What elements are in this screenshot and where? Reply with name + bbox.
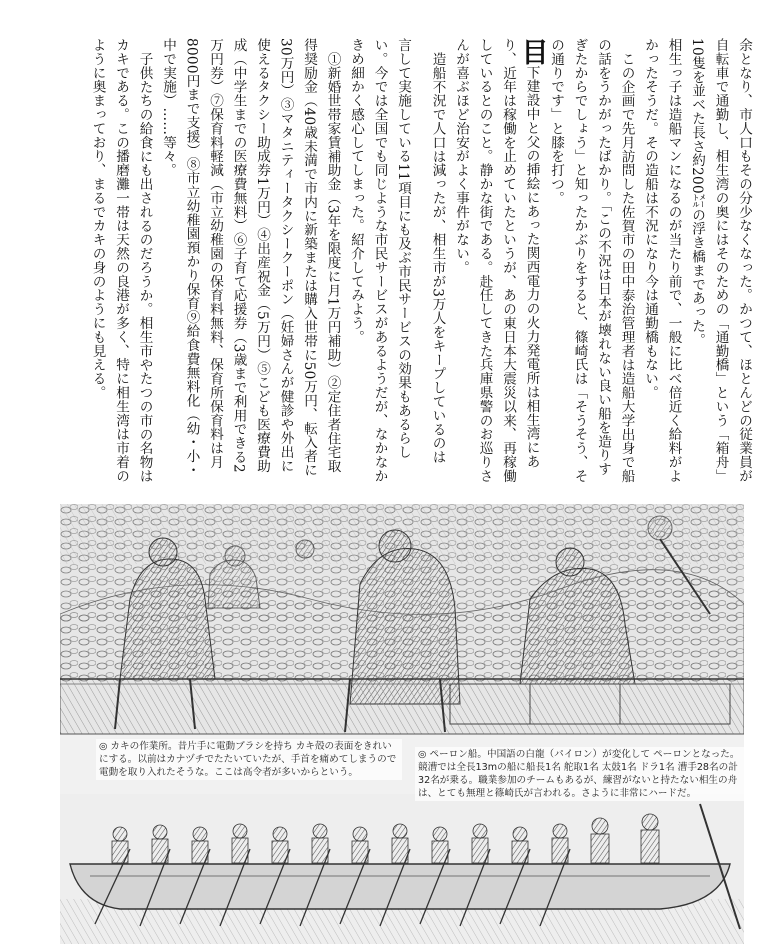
paragraph: 余となり、市人口もその分少なくなった。かつて、ほとんどの従業員が自転車で通勤し、相生湾の奥にはそのための「通勤橋」という「箱舟」10隻を並べた長さ約200㍍の浮き橋まであった。 [689, 38, 752, 483]
paragraph: この企画で先月訪問した佐賀市の田中泰治管理者は造船大学出身で船の話をうかがったばかり。「この不況は日本が壊れない良い船を造りすぎたからでしょう」と知ったかぶりをすると、篠崎氏は「そうそう、その通りです」と膝を打つ。 [548, 38, 635, 483]
illustration-caption-peron: ◎ ペーロン船。中国語の白龍（パイロン）が変化して ペーロンとなった。競漕では全長13mの船に船長1名 舵取1名 太鼓1名 ドラ1名 漕手28名の計32名が乗る。職業参加のチームもあるが、練習がないと持たない相生の舟は、とても無理と篠崎氏が言われる。さように非常にハードだ。 [415, 747, 746, 801]
illustration-caption-oyster: ◎ カキの作業所。昔片手に電動ブラシを持ち カキ殻の表面をきれいにする。以前はカナヅチでたたいていたが、手首を痛めてしまうので電動を取り入れたそうな。ここは高令者が多いからという。 [96, 739, 402, 780]
article-right-block [430, 38, 755, 484]
paragraph: 造船不況で人口は減ったが、相生市が3万人をキープしているのは [430, 51, 446, 464]
dropcap: 目 [516, 38, 548, 66]
paragraph-text: 下建設中と父の挿絵にあった関西電力の火力発電所は相生湾にあり、近年は稼働を止めていたというが、あの東日本大震災以来、再稼働しているとのこと。静かな街である。赴任してきた兵庫県警のお巡りさんが喜ぶほど治安がよく事件がない。 [453, 38, 540, 483]
paragraph: 相生っ子は造船マンになるのが当たり前で、一般に比べ倍近く給料がよかったそうだ。その造船は不況になり今は通勤橋もない。 [642, 38, 682, 483]
article-left-block [62, 38, 414, 484]
peron-boat-scene [60, 794, 744, 944]
paragraph: 子供たちの給食にも出されるのだろうか。相生市やたつの市の名物はカキである。この播磨灘一帯は天然の良港が多く、特に相生湾は市着のように奥まっており、まるでカキの身のようにも見える。 [89, 38, 153, 483]
paragraph: 言して実施している11項目にも及ぶ市民サービスの効果もあるらしい。今では全国でも同じような市民サービスがあるようだが、なかなかきめ細かく感心してしまった。紹介してみよう。 [348, 38, 411, 483]
paragraph: ①新婚世帯家賃補助金（3年を限度に月1万円補助）②定住者住宅取得奨励金（40歳未満で市内に新築または購入世帯に50万円、転入者に30万円）③マタニティータクシークーポン（妊婦さんが健診や外出に使えるタクシー助成券1万円）④出産祝金（5万円）⑤こども医療費助成（中学生までの医療費無料）⑥子育て応援券（3歳まで利用できる2万円券）⑦保育料軽減（市立幼稚園の保育料無料、保育所保育料は月8000円まで支援）⑧市立幼稚園預かり保育⑨給食費無料化（幼・小・中で実施）……等々。 [160, 38, 341, 477]
paragraph-with-dropcap [449, 38, 548, 484]
pencil-sketch-illustration [60, 504, 744, 944]
oyster-workshop-scene [60, 504, 744, 734]
